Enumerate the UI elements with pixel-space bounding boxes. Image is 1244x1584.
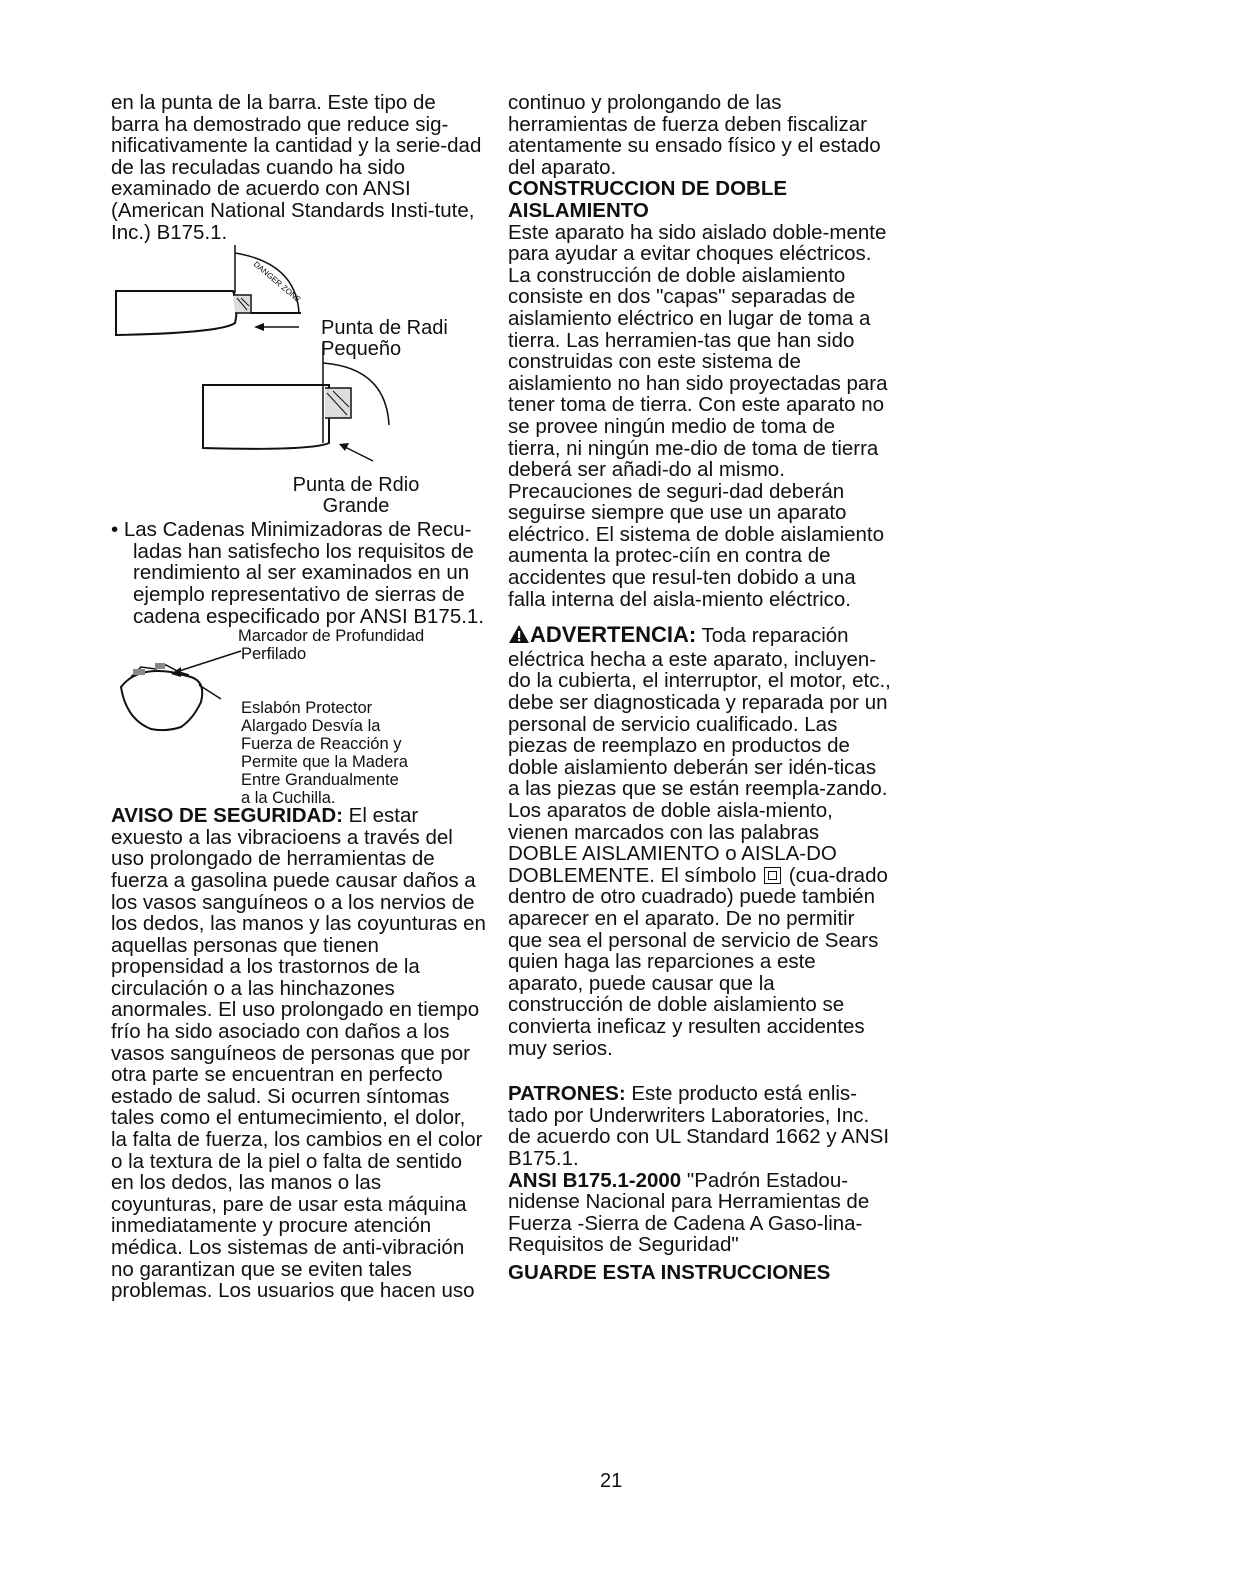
warning-triangle-icon — [508, 624, 530, 649]
safety-notice — [111, 805, 486, 1302]
patrones-paragraph — [508, 1083, 893, 1169]
safety-text: El estar exuesto a las vibracioens a través del uso prolongado de herramientas de fuerza a gasolina puede causar daños a los vasos sanguíneos o a los nervios de los dedos, las manos y las coyunturas en aquellas personas que tienen propensidad a los trastornos de la circulación o a las hinchazones anormales. El uso prolongado en tiempo frío ha sido asociado con daños a los vasos sanguíneos de personas que por otra parte se encuentran en perfecto estado de salud. Si ocurren síntomas tales como el entumecimiento, el dolor, la falta de fuerza, los cambios en el color o la textura de la piel o falta de sentido en los dedos, las manos o las coyunturas, pare de usar esta máquina inmediatamente y procure atención médica. Los sistemas de anti-vibración no garantizan que se eviten tales problemas. Los usuarios que hacen uso — [111, 804, 486, 1303]
page-number: 21 — [600, 1470, 623, 1492]
depth-gauge-caption: Marcador de Profundidad Perfilado — [238, 627, 425, 664]
ansi-heading: ANSI B175.1-2000 — [508, 1168, 682, 1192]
patrones-text: Este producto está enlis-tado por Underwriters Laboratories, Inc. de acuerdo con UL Standard 1662 y ANSI B175.1. — [508, 1082, 890, 1170]
double-insulation-symbol-icon — [764, 867, 781, 884]
continuation-paragraph: continuo y prolongando de las herramientas de fuerza deben fiscalizar atentamente su ensado físico y el estado del aparato. — [508, 91, 881, 179]
patrones-heading: PATRONES: — [508, 1082, 626, 1106]
ansi-paragraph — [508, 1170, 893, 1256]
warning-text-a: Toda reparación eléctrica hecha a este aparato, incluyen-do la cubierta, el interruptor, el motor, etc., debe ser diagnosticada y reparada por un personal de servicio cualificado. Las piezas de reemplazo en productos de doble aislamiento deberán ser idén-ticas a las piezas que se están reempla-zando. Los aparatos de doble aisla-miento, vienen marcados con las palabras DOBLE AISLAMIENTO o AISLA-DO DOBLEMENTE. El símbolo — [508, 624, 891, 887]
large-tip-caption: Punta de Rdio Grande — [292, 474, 420, 518]
bar-tip-diagram — [111, 243, 486, 518]
safety-heading: AVISO DE SEGURIDAD: — [111, 804, 343, 828]
left-column — [111, 92, 486, 1302]
warning-paragraph — [508, 624, 893, 1059]
ansi-text: "Padrón Estadou-nidense Nacional para Herramientas de Fuerza -Sierra de Cadena A Gaso-lina-Requisitos de Seguridad" — [508, 1168, 870, 1257]
guard-link-caption: Eslabón Protector Alargado Desvía la Fuerza de Reacción y Permite que la Madera Entre Grandualmente a la Cuchilla. — [241, 699, 408, 808]
chain-link-diagram — [111, 627, 486, 808]
double-insulation-text: Este aparato ha sido aislado doble-mente para ayudar a evitar choques eléctricos. La construcción de doble aislamiento consiste en dos "capas" separadas de aislamiento eléctrico en lugar de toma a tierra. Las herramien-tas que han sido construidas con este sistema de aislamiento no han sido proyectadas para tener toma de tierra. Con este aparato no se provee ningún medio de toma de tierra, ni ningún me-dio de toma de tierra deberá ser añadi-do al mismo. Precauciones de seguri-dad deberán seguirse siempre que use un aparato eléctrico. El sistema de doble aislamiento aumenta la protec-ciín en contra de accidentes que resul-ten dobido a una falla interna del aisla-miento eléctrico. — [508, 220, 888, 611]
right-column — [508, 92, 893, 1283]
warning-text-b: (cua-drado dentro de otro cuadrado) puede también aparecer en el aparato. De no permitir que sea el personal de servicio de Sears quien haga las reparciones a este aparato, puede causar que la construcción de doble aislamiento se convierta ineficaz y resulten accidentes muy serios. — [508, 863, 888, 1060]
intro-paragraph: en la punta de la barra. Este tipo de barra ha demostrado que reduce sig-nificativamente la cantidad y la serie-dad de las reculadas cuando ha sido examinado de acuerdo con ANSI (American National Standards Insti-tute, Inc.) B175.1. — [111, 91, 482, 244]
warning-heading: ADVERTENCIA: — [530, 622, 697, 648]
danger-zone-label: DANGER ZONE — [251, 259, 303, 305]
double-insulation-heading: CONSTRUCCION DE DOBLE AISLAMIENTO — [508, 177, 788, 222]
bullet-paragraph: • Las Cadenas Minimizadoras de Recu-ladas han satisfecho los requisitos de rendimiento al ser examinados en un ejemplo representativo de sierras de cadena especificado por ANSI B175.1. — [111, 518, 485, 628]
small-tip-caption: Punta de Radi Pequeño — [321, 317, 448, 361]
closing-instruction: GUARDE ESTA INSTRUCCIONES — [508, 1260, 831, 1284]
